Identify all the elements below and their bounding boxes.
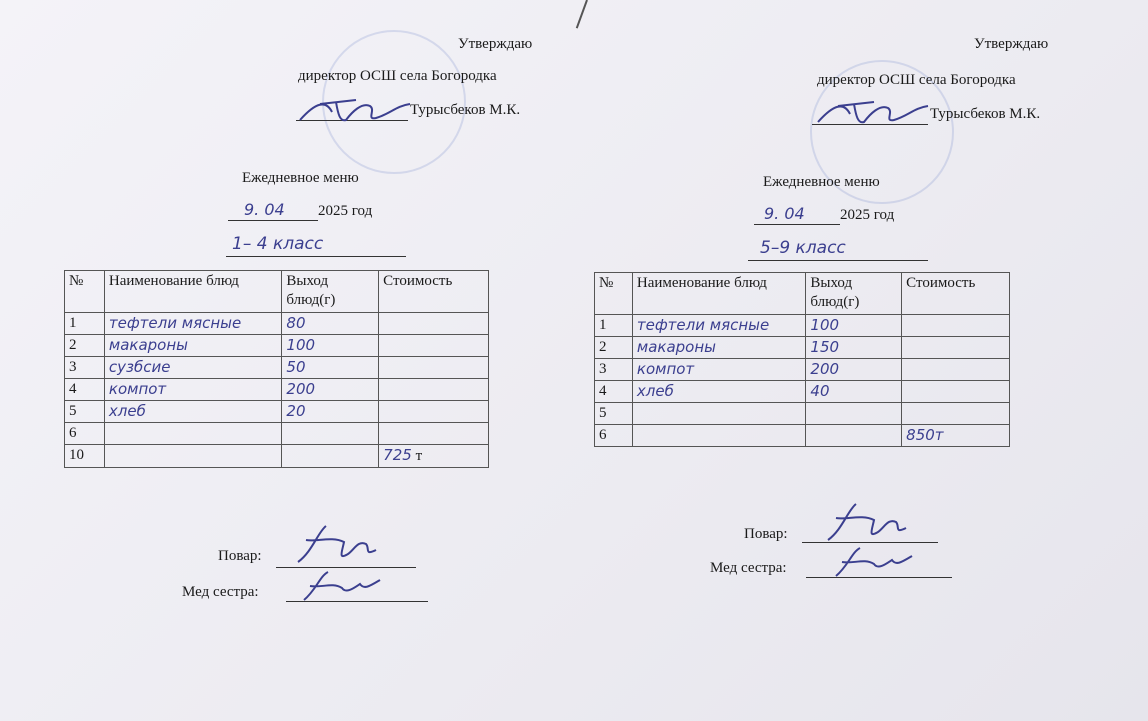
row-dish: макароны	[632, 337, 806, 359]
right-menu-table	[594, 272, 1010, 447]
right-cook-label: Повар:	[744, 526, 788, 542]
row-cost	[902, 403, 1010, 425]
row-number: 10	[65, 445, 105, 468]
left-cook-label: Повар:	[218, 548, 262, 564]
total-cost-value: 725	[383, 446, 412, 464]
col-header-number: №	[65, 271, 105, 313]
row-number: 2	[65, 335, 105, 357]
table-row	[595, 381, 1010, 403]
row-number: 5	[595, 403, 633, 425]
left-approve-label: Утверждаю	[458, 36, 533, 52]
row-number: 5	[65, 401, 105, 423]
table-row	[595, 315, 1010, 337]
table-row	[65, 313, 489, 335]
col-header-cost: Стоимость	[379, 271, 489, 313]
row-output: 50	[282, 357, 379, 379]
left-date-line	[228, 220, 318, 221]
right-menu-title: Ежедневное меню	[763, 174, 880, 190]
right-approve-label: Утверждаю	[974, 36, 1049, 52]
col-header-number: №	[595, 273, 633, 315]
row-output: 40	[806, 381, 902, 403]
row-output: 150	[806, 337, 902, 359]
left-year: 2025 год	[318, 203, 373, 219]
row-dish	[104, 423, 282, 445]
left-menu-title: Ежедневное меню	[242, 170, 359, 186]
row-dish: хлеб	[104, 401, 282, 423]
row-number: 1	[65, 313, 105, 335]
row-number: 6	[595, 425, 633, 447]
col-header-dish: Наименование блюд	[632, 273, 806, 315]
row-cost	[902, 315, 1010, 337]
row-output: 80	[282, 313, 379, 335]
table-row-total	[65, 445, 489, 468]
table-row	[595, 337, 1010, 359]
col-header-dish: Наименование блюд	[104, 271, 282, 313]
row-dish: сузбсие	[104, 357, 282, 379]
row-output: 100	[806, 315, 902, 337]
right-date-handwritten: 9. 04	[764, 204, 805, 223]
row-dish: компот	[104, 379, 282, 401]
row-dish: макароны	[104, 335, 282, 357]
row-cost	[902, 381, 1010, 403]
left-menu-table	[64, 270, 489, 468]
table-row	[595, 359, 1010, 381]
row-dish	[632, 425, 806, 447]
left-director-signature	[296, 94, 414, 128]
right-director-signature	[814, 96, 932, 130]
right-cook-signature	[822, 500, 912, 546]
total-cost-suffix: т	[415, 448, 423, 464]
left-nurse-label: Мед сестра:	[182, 584, 259, 600]
row-number: 4	[595, 381, 633, 403]
col-header-cost: Стоимость	[902, 273, 1010, 315]
row-cost	[379, 379, 489, 401]
row-number: 3	[595, 359, 633, 381]
row-number: 3	[65, 357, 105, 379]
row-number: 2	[595, 337, 633, 359]
table-row	[65, 423, 489, 445]
row-output: 200	[806, 359, 902, 381]
right-year: 2025 год	[840, 207, 895, 223]
right-nurse-label: Мед сестра:	[710, 560, 787, 576]
table-row-total	[595, 425, 1010, 447]
row-cost	[379, 335, 489, 357]
table-row	[65, 401, 489, 423]
row-dish: тефтели мясные	[104, 313, 282, 335]
row-cost	[379, 423, 489, 445]
row-dish	[632, 403, 806, 425]
left-class-line	[226, 256, 406, 257]
table-row	[595, 403, 1010, 425]
col-header-output: Выход блюд(г)	[806, 273, 902, 315]
row-output: 100	[282, 335, 379, 357]
row-output	[806, 403, 902, 425]
left-director-name: Турысбеков М.К.	[410, 102, 521, 118]
row-dish: тефтели мясные	[632, 315, 806, 337]
right-class-handwritten: 5–9 класс	[760, 238, 846, 258]
row-number: 6	[65, 423, 105, 445]
left-nurse-signature	[298, 566, 388, 606]
left-director-title: директор ОСШ села Богородка	[298, 68, 497, 84]
row-cost-total	[379, 445, 489, 468]
left-class-handwritten: 1– 4 класс	[232, 234, 324, 254]
right-menu-sheet	[574, 0, 1148, 721]
row-cost	[902, 359, 1010, 381]
row-output: 20	[282, 401, 379, 423]
left-cook-signature	[292, 522, 382, 568]
right-director-title: директор ОСШ села Богородка	[817, 72, 1016, 88]
right-nurse-signature	[830, 542, 920, 582]
row-cost	[902, 337, 1010, 359]
row-output	[806, 425, 902, 447]
table-row	[65, 335, 489, 357]
row-output	[282, 445, 379, 468]
row-number: 1	[595, 315, 633, 337]
row-dish	[104, 445, 282, 468]
table-row	[65, 379, 489, 401]
col-header-output: Выход блюд(г)	[282, 271, 379, 313]
row-output: 200	[282, 379, 379, 401]
row-cost	[379, 313, 489, 335]
row-number: 4	[65, 379, 105, 401]
row-dish: компот	[632, 359, 806, 381]
row-cost	[379, 357, 489, 379]
row-cost-total: 850т	[902, 425, 1010, 447]
left-date-handwritten: 9. 04	[244, 200, 285, 219]
row-dish: хлеб	[632, 381, 806, 403]
row-output	[282, 423, 379, 445]
right-date-line	[754, 224, 840, 225]
row-cost	[379, 401, 489, 423]
table-row	[65, 357, 489, 379]
right-class-line	[748, 260, 928, 261]
right-director-name: Турысбеков М.К.	[930, 106, 1041, 122]
